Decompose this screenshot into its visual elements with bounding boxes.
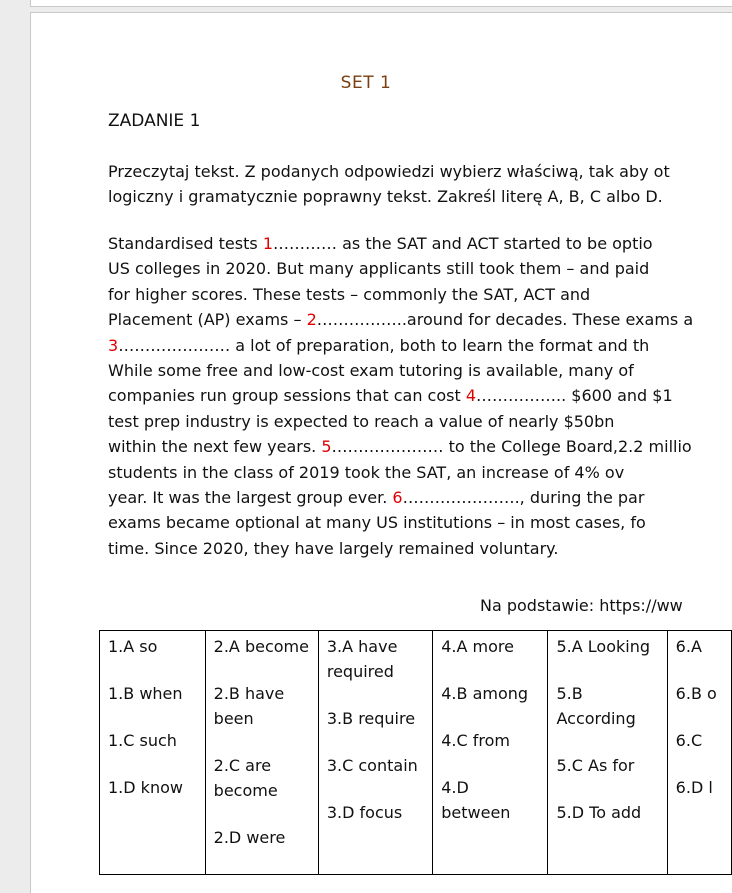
passage-line bbox=[108, 409, 732, 434]
answer-option[interactable]: 4.C from bbox=[441, 731, 511, 750]
answer-options-row bbox=[100, 631, 732, 875]
gap-number: 6 bbox=[392, 488, 403, 508]
passage-text: Placement (AP) exams – bbox=[108, 310, 307, 330]
answer-option[interactable]: 2.D were bbox=[213, 828, 286, 847]
option-column-6 bbox=[667, 631, 731, 875]
passage-text: test prep industry is expected to reach a value of nearly $50bn bbox=[108, 411, 615, 431]
answer-option[interactable]: 6.B o bbox=[675, 684, 717, 703]
passage-text: ……………..around for decades. These exams a bbox=[316, 310, 694, 330]
passage-text: US colleges in 2020. But many applicants still took them – and paid bbox=[108, 259, 650, 279]
passage-line bbox=[108, 282, 732, 307]
passage-text: While some free and low-cost exam tutoring is available, many of bbox=[108, 361, 634, 381]
source-citation: Na podstawie: https://ww bbox=[480, 596, 683, 615]
passage-text: for higher scores. These tests – commonly the SAT, ACT and bbox=[108, 284, 591, 304]
answer-option[interactable]: 5.A Looking bbox=[556, 637, 650, 656]
passage-text: within the next few years. bbox=[108, 437, 322, 457]
answer-option[interactable]: 2.C are become bbox=[213, 756, 278, 800]
passage-text: …………………., during the par bbox=[402, 488, 645, 508]
passage-line bbox=[108, 434, 732, 459]
answer-option[interactable]: 1.D know bbox=[108, 778, 183, 797]
passage-text: ………… as the SAT and ACT started to be optio bbox=[273, 234, 653, 253]
gap-number: 1 bbox=[262, 234, 273, 253]
gap-number: 4 bbox=[465, 386, 477, 406]
answer-option[interactable]: 1.C such bbox=[108, 731, 177, 750]
gap-number: 5 bbox=[321, 437, 332, 457]
answer-option[interactable]: 1.A so bbox=[108, 637, 158, 656]
set-title: SET 1 bbox=[340, 73, 392, 93]
answer-option[interactable]: 1.B when bbox=[108, 684, 183, 703]
option-column-4 bbox=[433, 631, 548, 875]
passage-text: time. Since 2020, they have largely remained voluntary. bbox=[108, 538, 559, 558]
passage-text: students in the class of 2019 took the SAT, an increase of 4% ov bbox=[108, 462, 625, 482]
answer-option[interactable]: 5.C As for bbox=[556, 756, 635, 775]
passage-text: year. It was the largest group ever. bbox=[108, 488, 393, 508]
passage-line bbox=[108, 307, 732, 332]
passage-line bbox=[108, 383, 732, 408]
answer-option[interactable]: 2.A become bbox=[213, 637, 309, 656]
passage-text: …………….. $600 and $1 bbox=[476, 386, 673, 406]
answer-option[interactable]: 6.C bbox=[675, 731, 703, 750]
passage-text: ………………… to the College Board,2.2 millio bbox=[331, 437, 692, 457]
instruction-line: logiczny i gramatycznie poprawny tekst. Zakreśl literę A, B, C albo D. bbox=[108, 187, 663, 206]
instructions bbox=[108, 159, 732, 209]
passage-line bbox=[108, 231, 732, 256]
answer-option[interactable]: 2.B have been bbox=[213, 684, 285, 728]
option-column-3 bbox=[318, 631, 432, 875]
answer-options-table bbox=[99, 630, 732, 875]
answer-option[interactable]: 5.B According bbox=[556, 684, 636, 728]
passage-text: ………………… a lot of preparation, both to learn the format and th bbox=[118, 335, 650, 355]
passage-text: companies run group sessions that can cost bbox=[108, 386, 466, 406]
task-title: ZADANIE 1 bbox=[108, 111, 201, 131]
passage-text: exams became optional at many US institutions – in most cases, fo bbox=[108, 513, 646, 533]
option-column-1 bbox=[100, 631, 206, 875]
passage-line bbox=[108, 510, 732, 535]
passage-line bbox=[108, 485, 732, 510]
passage-line bbox=[108, 256, 732, 281]
passage-line bbox=[108, 460, 732, 485]
answer-option[interactable]: 3.C contain bbox=[326, 756, 418, 775]
instruction-line: Przeczytaj tekst. Z podanych odpowiedzi wybierz właściwą, tak aby ot bbox=[108, 162, 670, 181]
answer-option[interactable]: 6.A bbox=[675, 637, 702, 656]
passage-line bbox=[108, 358, 732, 383]
answer-option[interactable]: 6.D l bbox=[675, 778, 713, 797]
passage-line bbox=[108, 333, 732, 358]
previous-page-edge bbox=[30, 0, 732, 7]
passage-line bbox=[108, 536, 732, 561]
passage-text: Standardised tests bbox=[108, 234, 263, 253]
option-column-2 bbox=[205, 631, 318, 875]
answer-option[interactable]: 5.D To add bbox=[556, 803, 642, 822]
gap-number: 2 bbox=[306, 310, 317, 330]
reading-passage bbox=[108, 231, 732, 561]
answer-option[interactable]: 3.B require bbox=[326, 709, 416, 728]
answer-option[interactable]: 3.D focus bbox=[326, 803, 403, 822]
answer-option[interactable]: 4.A more bbox=[441, 637, 514, 656]
option-column-5 bbox=[548, 631, 667, 875]
answer-option[interactable]: 3.A have required bbox=[326, 637, 398, 681]
answer-option[interactable]: 4.B among bbox=[441, 684, 529, 703]
answer-option[interactable]: 4.D between bbox=[441, 778, 511, 822]
gap-number: 3 bbox=[108, 335, 119, 355]
